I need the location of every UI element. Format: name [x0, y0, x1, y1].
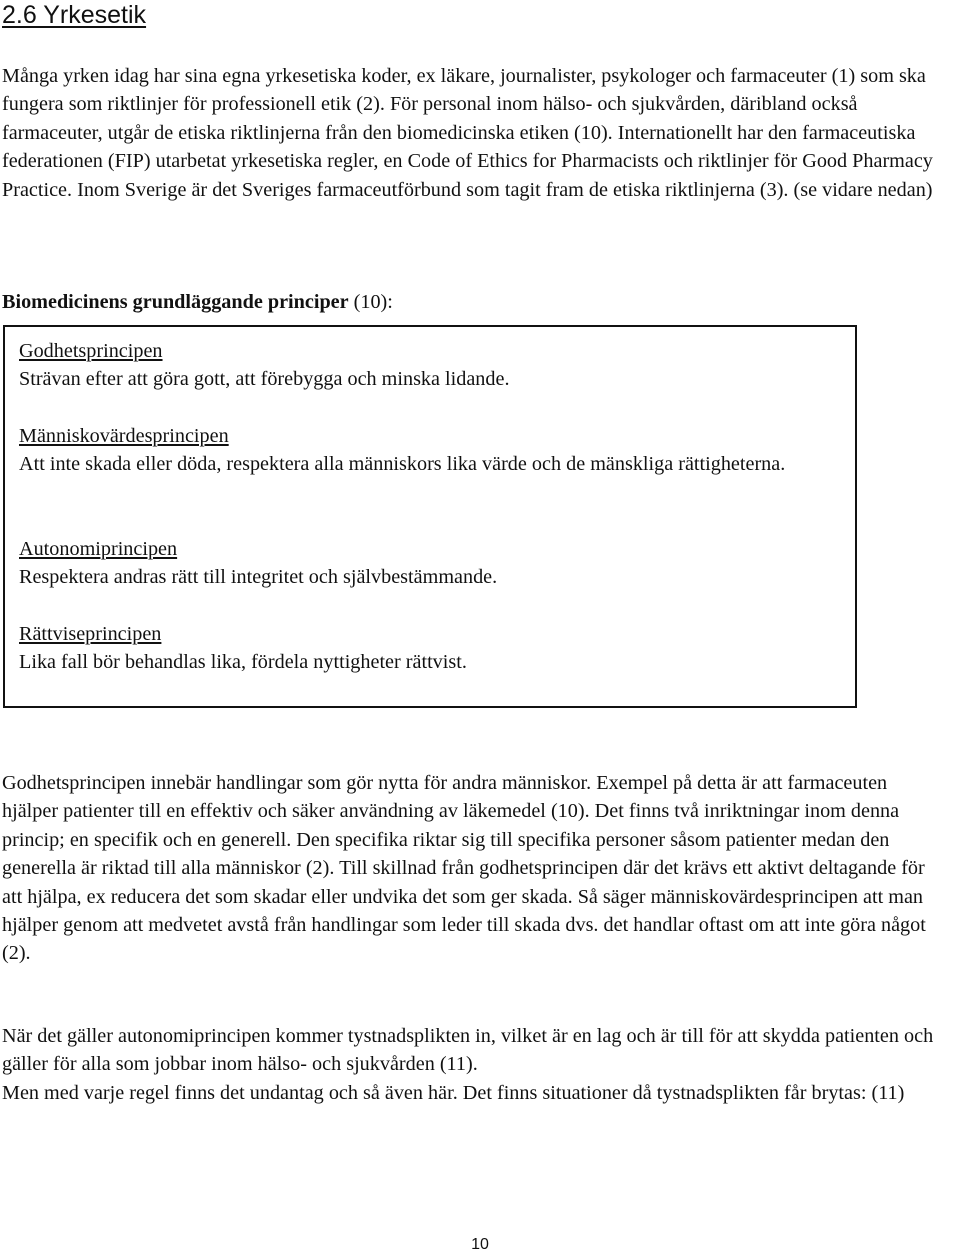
principle-description: Att inte skada eller döda, respektera alla människors lika värde och de mänskliga rättigheterna. [19, 453, 786, 476]
principles-heading-reference: (10): [348, 291, 393, 313]
principles-heading-bold: Biomedicinens grundläggande principer [2, 291, 349, 313]
intro-paragraph: Många yrken idag har sina egna yrkesetiska koder, ex läkare, journalister, psykologer och farmaceuter (1) som ska fungera som riktlinjer för professionell etik (2). För personal inom hälso- och sjukvården, däribland också farmaceuter, utgår de etiska riktlinjerna från den biomedicinska etiken (10). Internationellt har den farmaceutiska federationen (FIP) utarbetat yrkesetiska regler, en Code of Ethics for Pharmacists och riktlinjer för Good Pharmacy Practice. Inom Sverige är det Sveriges farmaceutförbund som tagit fram de etiska riktlinjerna (3). (se vidare nedan) [2, 65, 933, 201]
body-paragraph-autonomi-line1: När det gäller autonomiprincipen kommer tystnadsplikten in, vilket är en lag och är till för att skydda patienten och gäller för alla som jobbar inom hälso- och sjukvården (11). [2, 1025, 934, 1076]
principle-description: Respektera andras rätt till integritet och självbestämmande. [19, 566, 498, 589]
body-paragraph-godhet: Godhetsprincipen innebär handlingar som gör nytta för andra människor. Exempel på detta är att farmaceuten hjälper patienter till en effektiv och säker användning av läkemedel (10). Det finns två inriktningar inom denna princip; en specifik och en generell. Den specifika riktar sig till specifika personer såsom patienter medan den generella är riktad till alla människor (2). Till skillnad från godhetsprincipen där det krävs ett aktivt deltagande för att hjälpa, ex reducera det som skadar eller undvika det som ger skada. Så säger människovärdesprincipen att man hjälper genom att medvetet avstå från handlingar som leder till skada dvs. det handlar oftast om att inte göra något (2). [2, 772, 926, 965]
principles-heading [2, 288, 393, 316]
body-paragraph-autonomi [2, 1022, 942, 1107]
principles-box [3, 325, 857, 708]
principle-name: Människovärdesprincipen [19, 425, 229, 447]
principle-godhet [19, 337, 839, 394]
principle-rattvisa [19, 620, 839, 677]
principle-autonomi [19, 535, 839, 592]
body-paragraph-autonomi-line2: Men med varje regel finns det undantag och så även här. Det finns situationer då tystnadsplikten får brytas: (11) [2, 1081, 905, 1104]
principle-description: Strävan efter att göra gott, att förebygga och minska lidande. [19, 368, 510, 391]
principle-manniskovarde [19, 422, 839, 479]
section-heading: 2.6 Yrkesetik [2, 1, 147, 29]
page-number: 10 [471, 1236, 489, 1253]
principle-name: Autonomiprincipen [19, 538, 178, 560]
principle-name: Rättviseprincipen [19, 623, 162, 645]
principle-description: Lika fall bör behandlas lika, fördela nyttigheter rättvist. [19, 651, 467, 674]
principle-name: Godhetsprincipen [19, 340, 163, 362]
